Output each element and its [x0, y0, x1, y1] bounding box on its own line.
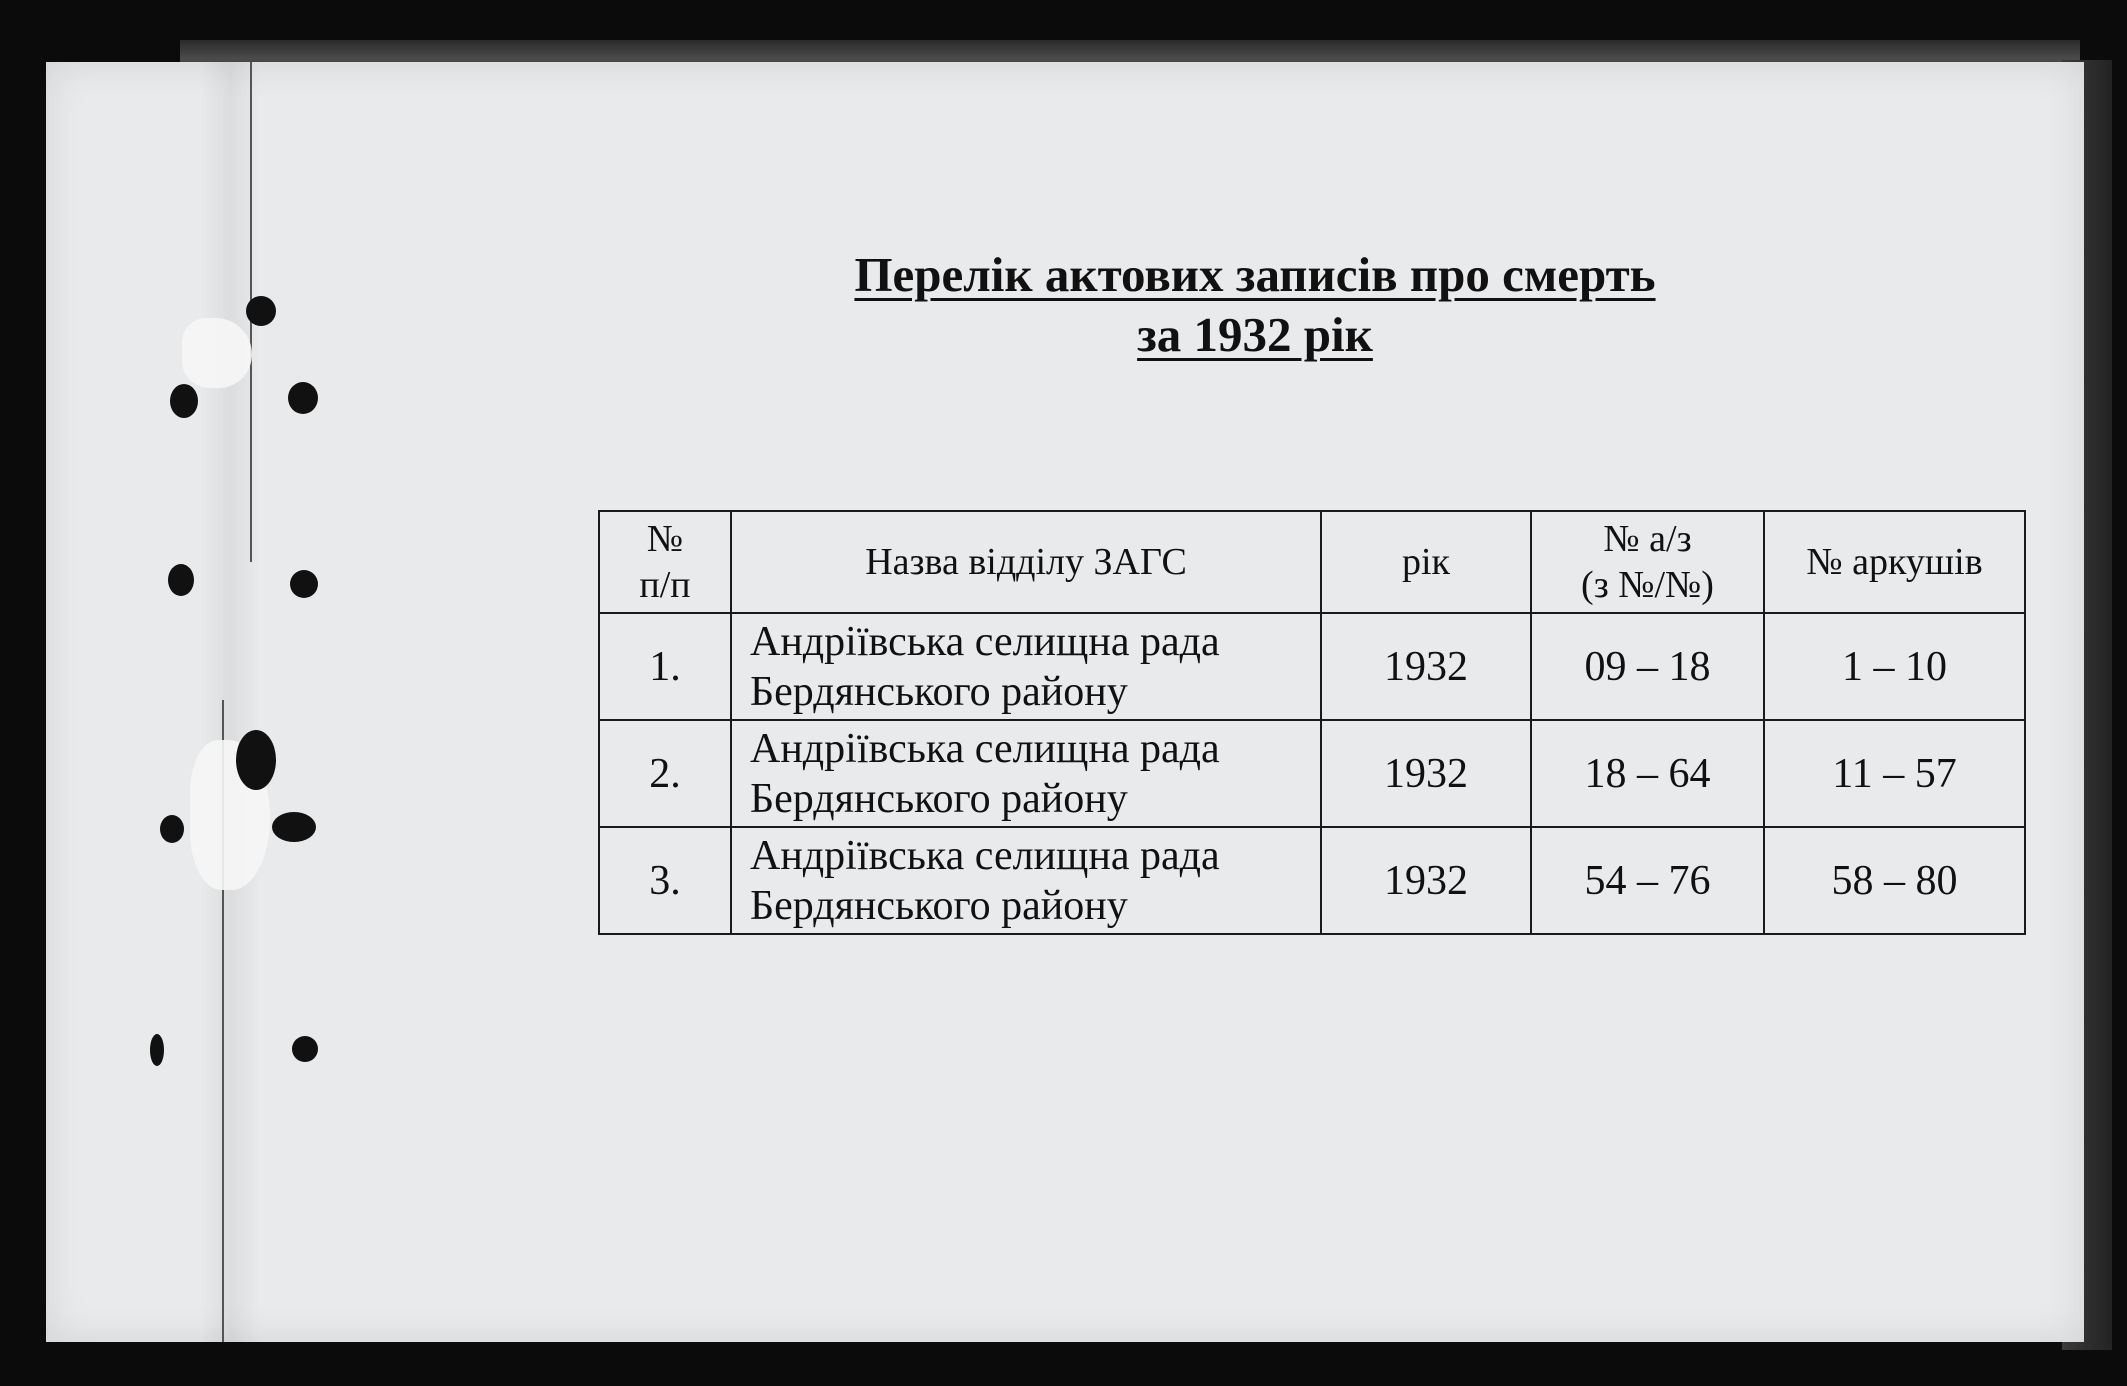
header-number [599, 511, 731, 613]
header-number-line-1: № [646, 518, 684, 560]
record-range-cell: 18 – 64 [1531, 720, 1764, 827]
binding-hole [288, 382, 318, 414]
sheet-range-cell: 1 – 10 [1764, 613, 2025, 720]
office-name-line-1: Андріївська селищна рада [750, 618, 1220, 665]
binding-hole [236, 730, 276, 790]
document-title [640, 245, 1870, 365]
binding-hole [170, 384, 198, 418]
binding-hole [272, 812, 316, 842]
year-cell: 1932 [1321, 720, 1531, 827]
year-cell: 1932 [1321, 613, 1531, 720]
header-sheet-numbers: № аркушів [1764, 511, 2025, 613]
row-number: 3. [599, 827, 731, 934]
office-name [731, 827, 1321, 934]
header-records-line-2: (з №/№) [1581, 564, 1714, 606]
record-range-cell: 54 – 76 [1531, 827, 1764, 934]
table-row [599, 720, 2025, 827]
office-name-line-1: Андріївська селищна рада [750, 725, 1220, 772]
office-name-line-2: Бердянського району [750, 668, 1128, 715]
table-row [599, 613, 2025, 720]
title-line-2: за 1932 рік [1137, 307, 1373, 362]
binding-hole [160, 815, 184, 843]
office-name-line-2: Бердянського району [750, 775, 1128, 822]
office-name [731, 720, 1321, 827]
record-range-cell: 09 – 18 [1531, 613, 1764, 720]
title-line-1: Перелік актових записів про смерть [854, 247, 1656, 302]
header-record-numbers [1531, 511, 1764, 613]
sheet-range-cell: 58 – 80 [1764, 827, 2025, 934]
office-name [731, 613, 1321, 720]
header-number-line-2: п/п [639, 564, 691, 606]
header-office-name: Назва відділу ЗАГС [731, 511, 1321, 613]
records-table [598, 510, 2026, 935]
office-name-line-1: Андріївська селищна рада [750, 832, 1220, 879]
header-year: рік [1321, 511, 1531, 613]
year-cell: 1932 [1321, 827, 1531, 934]
binding-hole [246, 296, 276, 326]
binding-hole-tear [182, 318, 252, 388]
binding-hole [292, 1036, 318, 1062]
sheet-range-cell: 11 – 57 [1764, 720, 2025, 827]
binding-hole [168, 564, 194, 596]
table-row [599, 827, 2025, 934]
row-number: 2. [599, 720, 731, 827]
table-header-row [599, 511, 2025, 613]
header-records-line-1: № а/з [1603, 518, 1692, 560]
binding-hole [150, 1034, 164, 1066]
binding-hole [290, 570, 318, 598]
office-name-line-2: Бердянського району [750, 882, 1128, 929]
row-number: 1. [599, 613, 731, 720]
